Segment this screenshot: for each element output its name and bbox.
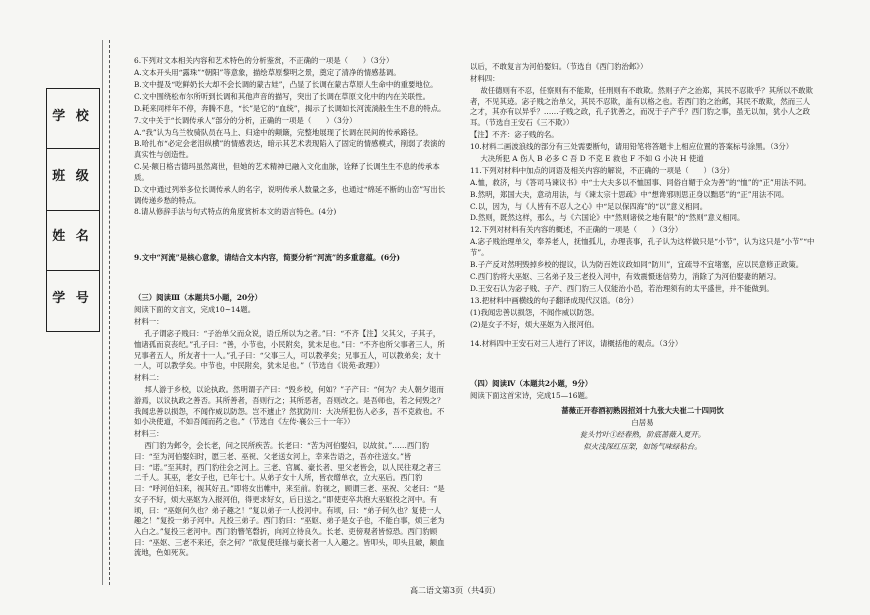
material-4-title: 材料四： <box>470 73 500 83</box>
section-3-intro: 阅读下面的文言文，完成10~14题。 <box>134 305 256 315</box>
q7-option-d: D.文中通过列举多位长调传承人的名字，说明传承人数量之多，也通过“绵延不断的山峦”写出长调传递乡愁的特点。 <box>134 184 446 205</box>
q12-option-a: A.宓子贱治理单父，奉养老人，抚恤孤儿，办理丧事，孔子认为这样做只是“小节”，认为这只是“小节”“中节”。 <box>470 237 815 257</box>
material-2-title: 材料二： <box>134 373 164 383</box>
material-1-title: 材料一： <box>134 317 164 327</box>
poem-title: 蔷薇正开春酒初熟因招刘十九张大夫崔二十四同饮 <box>561 406 724 416</box>
section-4-intro: 阅读下面这首宋诗，完成15—16题。 <box>470 391 593 401</box>
student-id-label: 学 号 <box>52 291 92 306</box>
q6-option-b: B.文中提及“吃鲜奶长大却不会长调的蒙古娃”，凸显了长调在蒙古草原人生命中的重要地位。 <box>134 79 438 89</box>
q12-option-b: B.子产反对然明毁掉乡校的提议，认为防百姓议政如同“防川”，宜疏导不宜堵塞，应以民意修正政策。 <box>470 259 804 269</box>
q13-sentence-2: (2)是女子不好，烦大巫妪为入报河伯。 <box>470 319 599 329</box>
material-2-text: 邦人游于乡校，以论执政。然明谓子产曰：“毁乡校，何如？”子产曰：“何为？夫人朝夕退而游焉，以议执政之善否。其所善者，吾则行之；其所恶者，吾则改之。是吾师也，若之何毁之？我闻忠善以损怨，不闻作威以防怨。岂不遽止？然犹防川：大决所犯伤人必多，吾不克救也。不如小决使道，不如吾闻而药之也。”（节选自《左传·襄公三十一年》） <box>134 385 445 427</box>
material-3-text: 西门豹为邺令，会长老，问之民所疾苦。长老曰：“苦为河伯娶妇，以故贫。”……西门豹曰：“至为河伯娶妇时，愿三老、巫祝、父老送女河上，幸来告语之，吾亦往送女。”皆曰：“诺。”至其时，西门豹往会之河上。三老、官属、豪长者、里父老皆会，以人民往观之者三二千人。其巫，老女子也，已年七十。从弟子女十人所，皆衣缯单衣，立大巫后。西门豹曰：“呼河伯妇来，视其好丑。”即将女出帷中，来至前。豹视之，顾谓三老、巫祝、父老曰：“是女子不好，烦大巫妪为入报河伯，得更求好女，后日送之。”即使吏卒共抱大巫妪投之河中。有顷，曰：“巫妪何久也？弟子趣之！”复以弟子一人投河中。有顷，曰：“弟子何久也？复使一人趣之！”复投一弟子河中。凡投三弟子。西门豹曰：“巫妪、弟子是女子也，不能白事，烦三老为入白之。”复投三老河中。西门豹簪笔磬折，向河立待良久。长老、吏傍观者皆惊恐。西门豹顾曰：“巫妪、三老不来还，奈之何？”欲复使廷掾与豪长者一人入趣之。皆叩头，叩头且破，额血流地，色如死灰。 <box>134 441 445 558</box>
question-9: 9.文中“河流”是核心意象，请结合文本内容，简要分析“河流”的多重意蕴。(6分) <box>134 253 400 263</box>
material-1-text: 孔子谓宓子贱曰：“子治单父而众说，语丘所以为之者。”曰：“不齐【注】父其父，子其子，恤诸孤而哀丧纪。”孔子曰：“善，小节也，小民附矣，犹未足也。”曰：“不齐也所父事者三人，所兄事者五人，所友者十一人。”孔子曰：“父事三人，可以教孝矣；兄事五人，可以教弟矣；友十一人，可以教学矣。中节也，中民附矣，犹未足也。”（节选自《说苑·政理》） <box>134 329 445 371</box>
question-14: 14.材料四中王安石对三人进行了评议，请概括他的观点。（3分） <box>470 339 683 349</box>
q7-option-b: B.哈扎布“必定会老泪纵横”的情感表达，暗示其艺术表现陷入了固定的情感模式，削弱了表演的真实性与创造性。 <box>134 139 445 160</box>
material-3-title: 材料三： <box>134 429 164 439</box>
question-11: 11.下列对材料中加点的词语及相关内容的解说，不正确的一项是（ ）（3分） <box>470 165 735 175</box>
school-label: 学 校 <box>52 109 92 124</box>
q7-option-a: A.“我”认为乌兰牧骑队员在马上、归途中的颠簸，完整地展现了长调在民间的传承路径。 <box>134 127 423 137</box>
material-3-ending: 以后，不敢复言为河伯娶妇。（节选自《西门豹治邺》） <box>470 62 648 71</box>
question-10: 10.材料二画波浪线的部分有三处需要断句，请用铅笔将答题卡上相应位置的答案标号涂黑。（3分） <box>470 141 794 151</box>
question-6: 6.下列对文本相关内容和艺术特色的分析鉴赏，不正确的一项是（ ）（3分） <box>134 56 394 65</box>
q11-option-c: C.以，因为，与《人皆有不忍人之心》中“足以保四海”的“以”意义相同。 <box>470 201 708 211</box>
q11-option-a: A.恤，救济，与《答司马谏议书》中“士大夫多以不恤国事、同俗自媚于众为善”的“恤”的“正”用法不同。 <box>470 177 811 187</box>
right-column <box>470 62 815 454</box>
q11-option-d: D.然则，既然这样，那么，与《六国论》中“然则诸侯之地有限”的“然则”意义相同。 <box>470 213 745 223</box>
q13-sentence-1: (1)我闻忠善以损怨，不闻作威以防怨。 <box>470 307 599 317</box>
name-label: 姓 名 <box>52 229 92 244</box>
binding-line <box>102 40 103 585</box>
annotation-note: 【注】不齐：宓子贱的名。 <box>470 129 559 139</box>
q6-option-c: C.文中围绕松布尔所听到长调和其他声音的描写，突出了长调在草原文化中的内在关联性。 <box>134 91 430 101</box>
q6-option-a: A.文本开头用“露珠”“朝阳”等意象，描绘草原黎明之景，奠定了清净的情感基调。 <box>134 67 401 77</box>
page-footer: 高二语文第3页（共4页） <box>410 586 501 595</box>
q12-option-d: D.王安石认为宓子贱、子产、西门豹三人仅能治小邑，若治理须有的太平盛世，并不能做到。 <box>470 283 774 293</box>
q7-option-c: C.吴·额日格吉德玛虽然离世，但她的艺术精神已融入文化血脉，诠释了长调生生不息的传承本质。 <box>134 162 440 182</box>
question-8: 8.请从修辞手法与句式特点的角度赏析本文的语言特色。(4分) <box>134 207 337 217</box>
class-label: 班 级 <box>52 169 92 184</box>
poem-author: 白居易 <box>631 417 654 427</box>
poem-line-2: 似火浅深红压架，如饧气味绿粘台。 <box>583 441 702 451</box>
q11-option-b: B.然明，郑国大夫，意动用法，与《谏太宗十思疏》中“想谗邪则思正身以黜恶”的“正”用法不同。 <box>470 189 789 199</box>
q6-option-d: D.耗来同样年不停，奔腾不息，“长”是它的“血统”，揭示了长调如长河流淌般生生不息的特点。 <box>134 103 446 113</box>
fold-line <box>109 40 110 585</box>
section-4-title: （四）阅读Ⅳ（本题共2小题，9分） <box>470 379 593 389</box>
poem-line-1: 瓮头竹叶①经春熟，阶底蔷薇入夏开。 <box>579 429 706 439</box>
left-column <box>134 56 447 560</box>
question-7: 7.文中关于“长调传承人”部分的分析，正确的一项是（ ）（3分） <box>134 115 357 125</box>
section-3-title: （三）阅读Ⅲ（本题共5小题，20分） <box>134 293 262 303</box>
question-12: 12.下列对材料有关内容的概述，不正确的一项是（ ）（3分） <box>470 225 683 235</box>
q10-sentence: 大决所犯 A 伤人 B 必多 C 吾 D 不克 E 救也 F 不如 G 小决 H 使道 <box>480 153 704 163</box>
question-13: 13.把材料中画横线的句子翻译成现代汉语。（8分） <box>470 295 638 305</box>
material-4-text: 故任德则有不忍，任察则有不能欺，任刑则有不敢欺。然则子产之治郑，其民不忍欺乎？其所以不敢欺者，不见其迹。宓子贱之治单父，其民不忍欺，盖有以格之也。若西门豹之治邺，其民不敢欺，然而三人之才，其亦有以异乎？……子贱之政，孔子犹善之，而况于子产乎？西门豹之事，虽无以加，犹小人之政耳。（节选自王安石《三不欺》） <box>470 85 813 128</box>
q12-option-c: C.西门豹将大巫妪、三名弟子及三老投入河中，有效震慑迷信势力，消除了为河伯娶妻的陋习。 <box>470 271 781 281</box>
